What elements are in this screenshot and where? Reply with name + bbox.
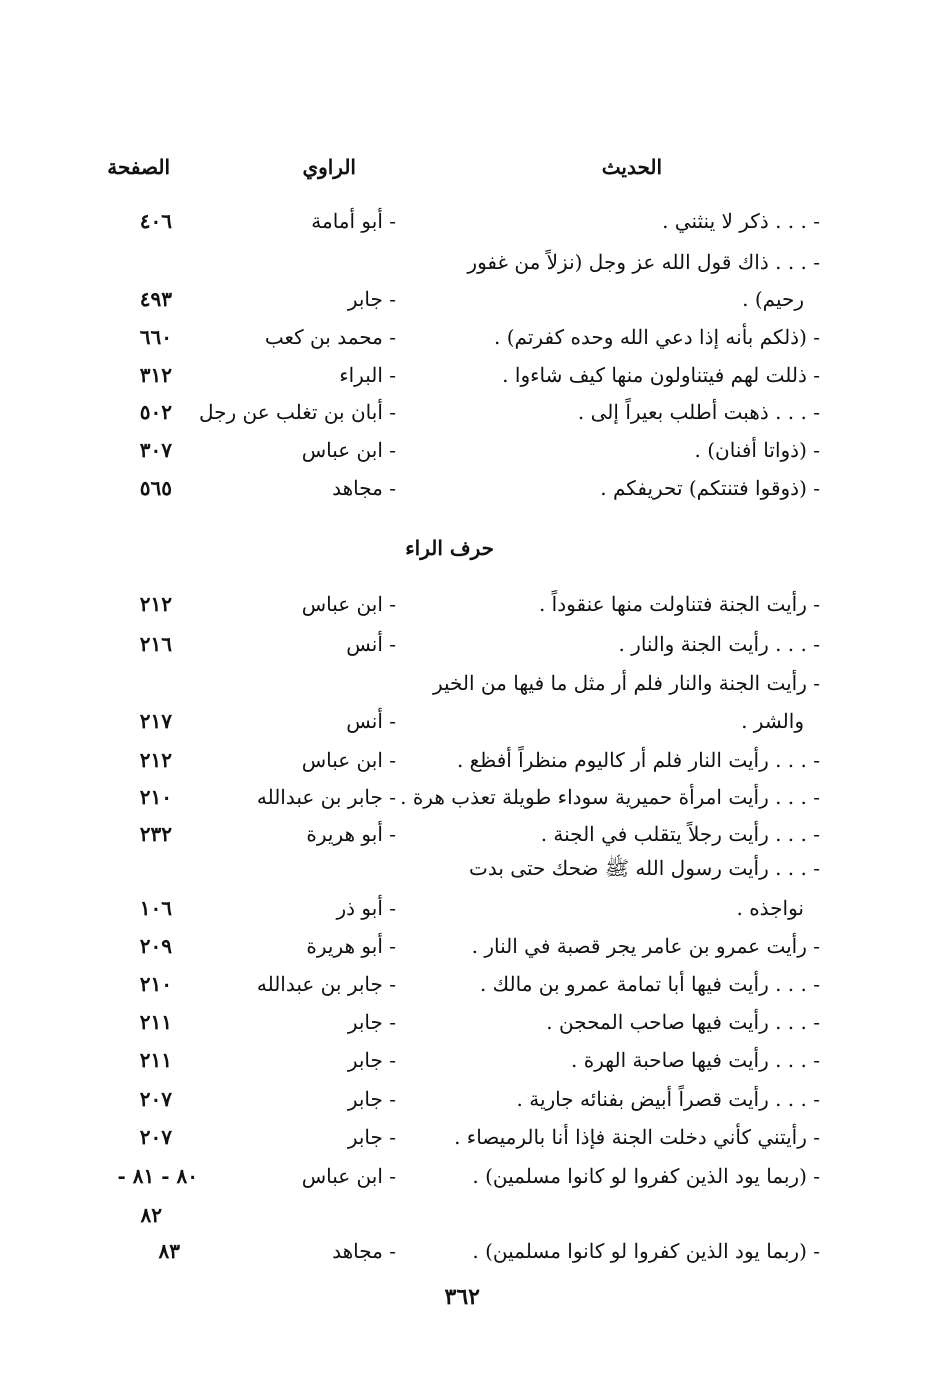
column-header-hadith: الحديث: [601, 155, 662, 179]
hadith-text: - . . . رأيت فيها أبا تمامة عمرو بن مالك .: [479, 972, 820, 996]
table-row: [0, 282, 932, 316]
hadith-text: - رأيت الجنة والنار فلم أر مثل ما فيها من الخير: [432, 671, 820, 695]
column-header-rawi: الراوي: [302, 155, 356, 179]
hadith-text: - . . . ذهبت أطلب بعيراً إلى .: [577, 400, 820, 424]
narrator: - ابن عباس: [301, 592, 396, 616]
narrator: - جابر: [347, 287, 396, 311]
page-ref: ٢١٢: [139, 748, 172, 772]
page-ref: ٢١٢: [139, 592, 172, 616]
narrator: - أبو ذر: [336, 896, 396, 920]
hadith-text: - رأيتني كأني دخلت الجنة فإذا أنا بالرميصاء .: [454, 1125, 820, 1149]
page-ref: ٢١٠: [139, 785, 172, 809]
page-ref: ٢٠٧: [139, 1125, 172, 1149]
narrator: - جابر: [347, 1010, 396, 1034]
section-title: حرف الراء: [405, 536, 494, 560]
page-ref: ٥٦٥: [139, 476, 172, 500]
narrator: - جابر: [347, 1087, 396, 1111]
narrator: - ابن عباس: [301, 438, 396, 462]
narrator: - جابر بن عبدالله: [256, 972, 396, 996]
hadith-text: - . . . رأيت رجلاً يتقلب في الجنة .: [540, 822, 820, 846]
table-row: [0, 817, 932, 851]
narrator: - محمد بن كعب: [264, 325, 396, 349]
table-row: [0, 395, 932, 429]
hadith-text: - . . . رأيت فيها صاحب المحجن .: [546, 1010, 820, 1034]
table-row: [0, 587, 932, 621]
narrator: - ابن عباس: [301, 1164, 396, 1188]
page-ref: ٥٠٢: [139, 400, 172, 424]
narrator: - البراء: [339, 363, 396, 387]
narrator: - مجاهد: [332, 1239, 396, 1263]
table-row: [0, 929, 932, 963]
hadith-text: - رأيت الجنة فتناولت منها عنقوداً .: [538, 592, 820, 616]
hadith-text: - . . . رأيت قصراً أبيض بفنائه جارية .: [516, 1087, 820, 1111]
page-ref: ٢١٦: [139, 632, 172, 656]
hadith-text: رحيم) .: [742, 287, 804, 311]
table-row: [0, 358, 932, 392]
narrator: - جابر بن عبدالله: [256, 785, 396, 809]
table-row: [0, 666, 932, 700]
hadith-text: - . . . رأيت امرأة حميرية سوداء طويلة تعذب هرة .: [400, 785, 820, 809]
page-ref: ٨٣: [158, 1239, 180, 1263]
page-ref: ٤٠٦: [139, 209, 172, 233]
narrator: - أنس: [346, 709, 396, 733]
page-ref: ٢٣٢: [139, 822, 172, 846]
table-row: [0, 743, 932, 777]
narrator: - أبو هريرة: [306, 934, 396, 958]
narrator: - مجاهد: [332, 476, 396, 500]
column-header-page: الصفحة: [107, 155, 170, 179]
table-row: [0, 204, 932, 238]
narrator: - أبان بن تغلب عن رجل: [198, 400, 396, 424]
hadith-text: - (ذوقوا فتنتكم) تحريفكم .: [600, 476, 820, 500]
table-row: [0, 433, 932, 467]
page-ref: ٢١١: [139, 1048, 172, 1072]
hadith-text: - . . . رأيت فيها صاحبة الهرة .: [571, 1048, 820, 1072]
table-row: [0, 245, 932, 279]
table-row: [0, 891, 932, 925]
hadith-text: - (ذواتا أفنان) .: [694, 438, 820, 462]
hadith-text: - . . . رأيت الجنة والنار .: [618, 632, 820, 656]
table-row: [0, 851, 932, 885]
page-ref: ٢١٠: [139, 972, 172, 996]
table-row: [0, 320, 932, 354]
page-number: ٣٦٢: [444, 1284, 480, 1310]
table-row: [0, 704, 932, 738]
hadith-text: - . . . رأيت النار فلم أر كاليوم منظراً أفظع .: [456, 748, 820, 772]
table-row: [0, 471, 932, 505]
hadith-text: - . . . ذاك قول الله عز وجل (نزلاً من غفور: [467, 250, 820, 274]
page-ref: ٦٦٠: [139, 325, 172, 349]
table-row: [0, 1082, 932, 1116]
page-ref: ١٠٦: [139, 896, 172, 920]
table-row: [0, 1005, 932, 1039]
narrator: - أبو هريرة: [306, 822, 396, 846]
hadith-text: والشر .: [741, 709, 804, 733]
narrator: - جابر: [347, 1048, 396, 1072]
hadith-text: - ذللت لهم فيتناولون منها كيف شاءوا .: [502, 363, 820, 387]
table-row: [0, 1120, 932, 1154]
page-ref: ٤٩٣: [139, 287, 172, 311]
page-ref: ٨٢: [140, 1203, 162, 1227]
page-ref: ٣١٢: [139, 363, 172, 387]
hadith-text: - . . . ذكر لا ينثني .: [662, 209, 820, 233]
table-row: [0, 967, 932, 1001]
table-row: [0, 1043, 932, 1077]
hadith-text: - . . . رأيت رسول الله ﷺ ضحك حتى بدت: [469, 856, 820, 880]
narrator: - أبو أمامة: [311, 209, 396, 233]
page-ref: ٢٠٧: [139, 1087, 172, 1111]
narrator: - أنس: [346, 632, 396, 656]
table-row: [0, 627, 932, 661]
hadith-text: - (ذلكم بأنه إذا دعي الله وحده كفرتم) .: [494, 325, 820, 349]
narrator: - جابر: [347, 1125, 396, 1149]
hadith-text: نواجذه .: [736, 896, 804, 920]
narrator: - ابن عباس: [301, 748, 396, 772]
table-row: [0, 780, 932, 814]
hadith-text: - (ربما يود الذين كفروا لو كانوا مسلمين) .: [472, 1164, 820, 1188]
page-ref: ٢١١: [139, 1010, 172, 1034]
table-row: [0, 1234, 932, 1268]
page-ref: ٣٠٧: [139, 438, 172, 462]
page-ref: ٨٠ - ٨١ -: [117, 1164, 198, 1188]
page-ref: ٢١٧: [139, 709, 172, 733]
hadith-text: - رأيت عمرو بن عامر يجر قصبة في النار .: [471, 934, 820, 958]
hadith-text: - (ربما يود الذين كفروا لو كانوا مسلمين) .: [472, 1239, 820, 1263]
table-row: [0, 1198, 932, 1232]
table-row: [0, 1159, 932, 1193]
page-ref: ٢٠٩: [139, 934, 172, 958]
